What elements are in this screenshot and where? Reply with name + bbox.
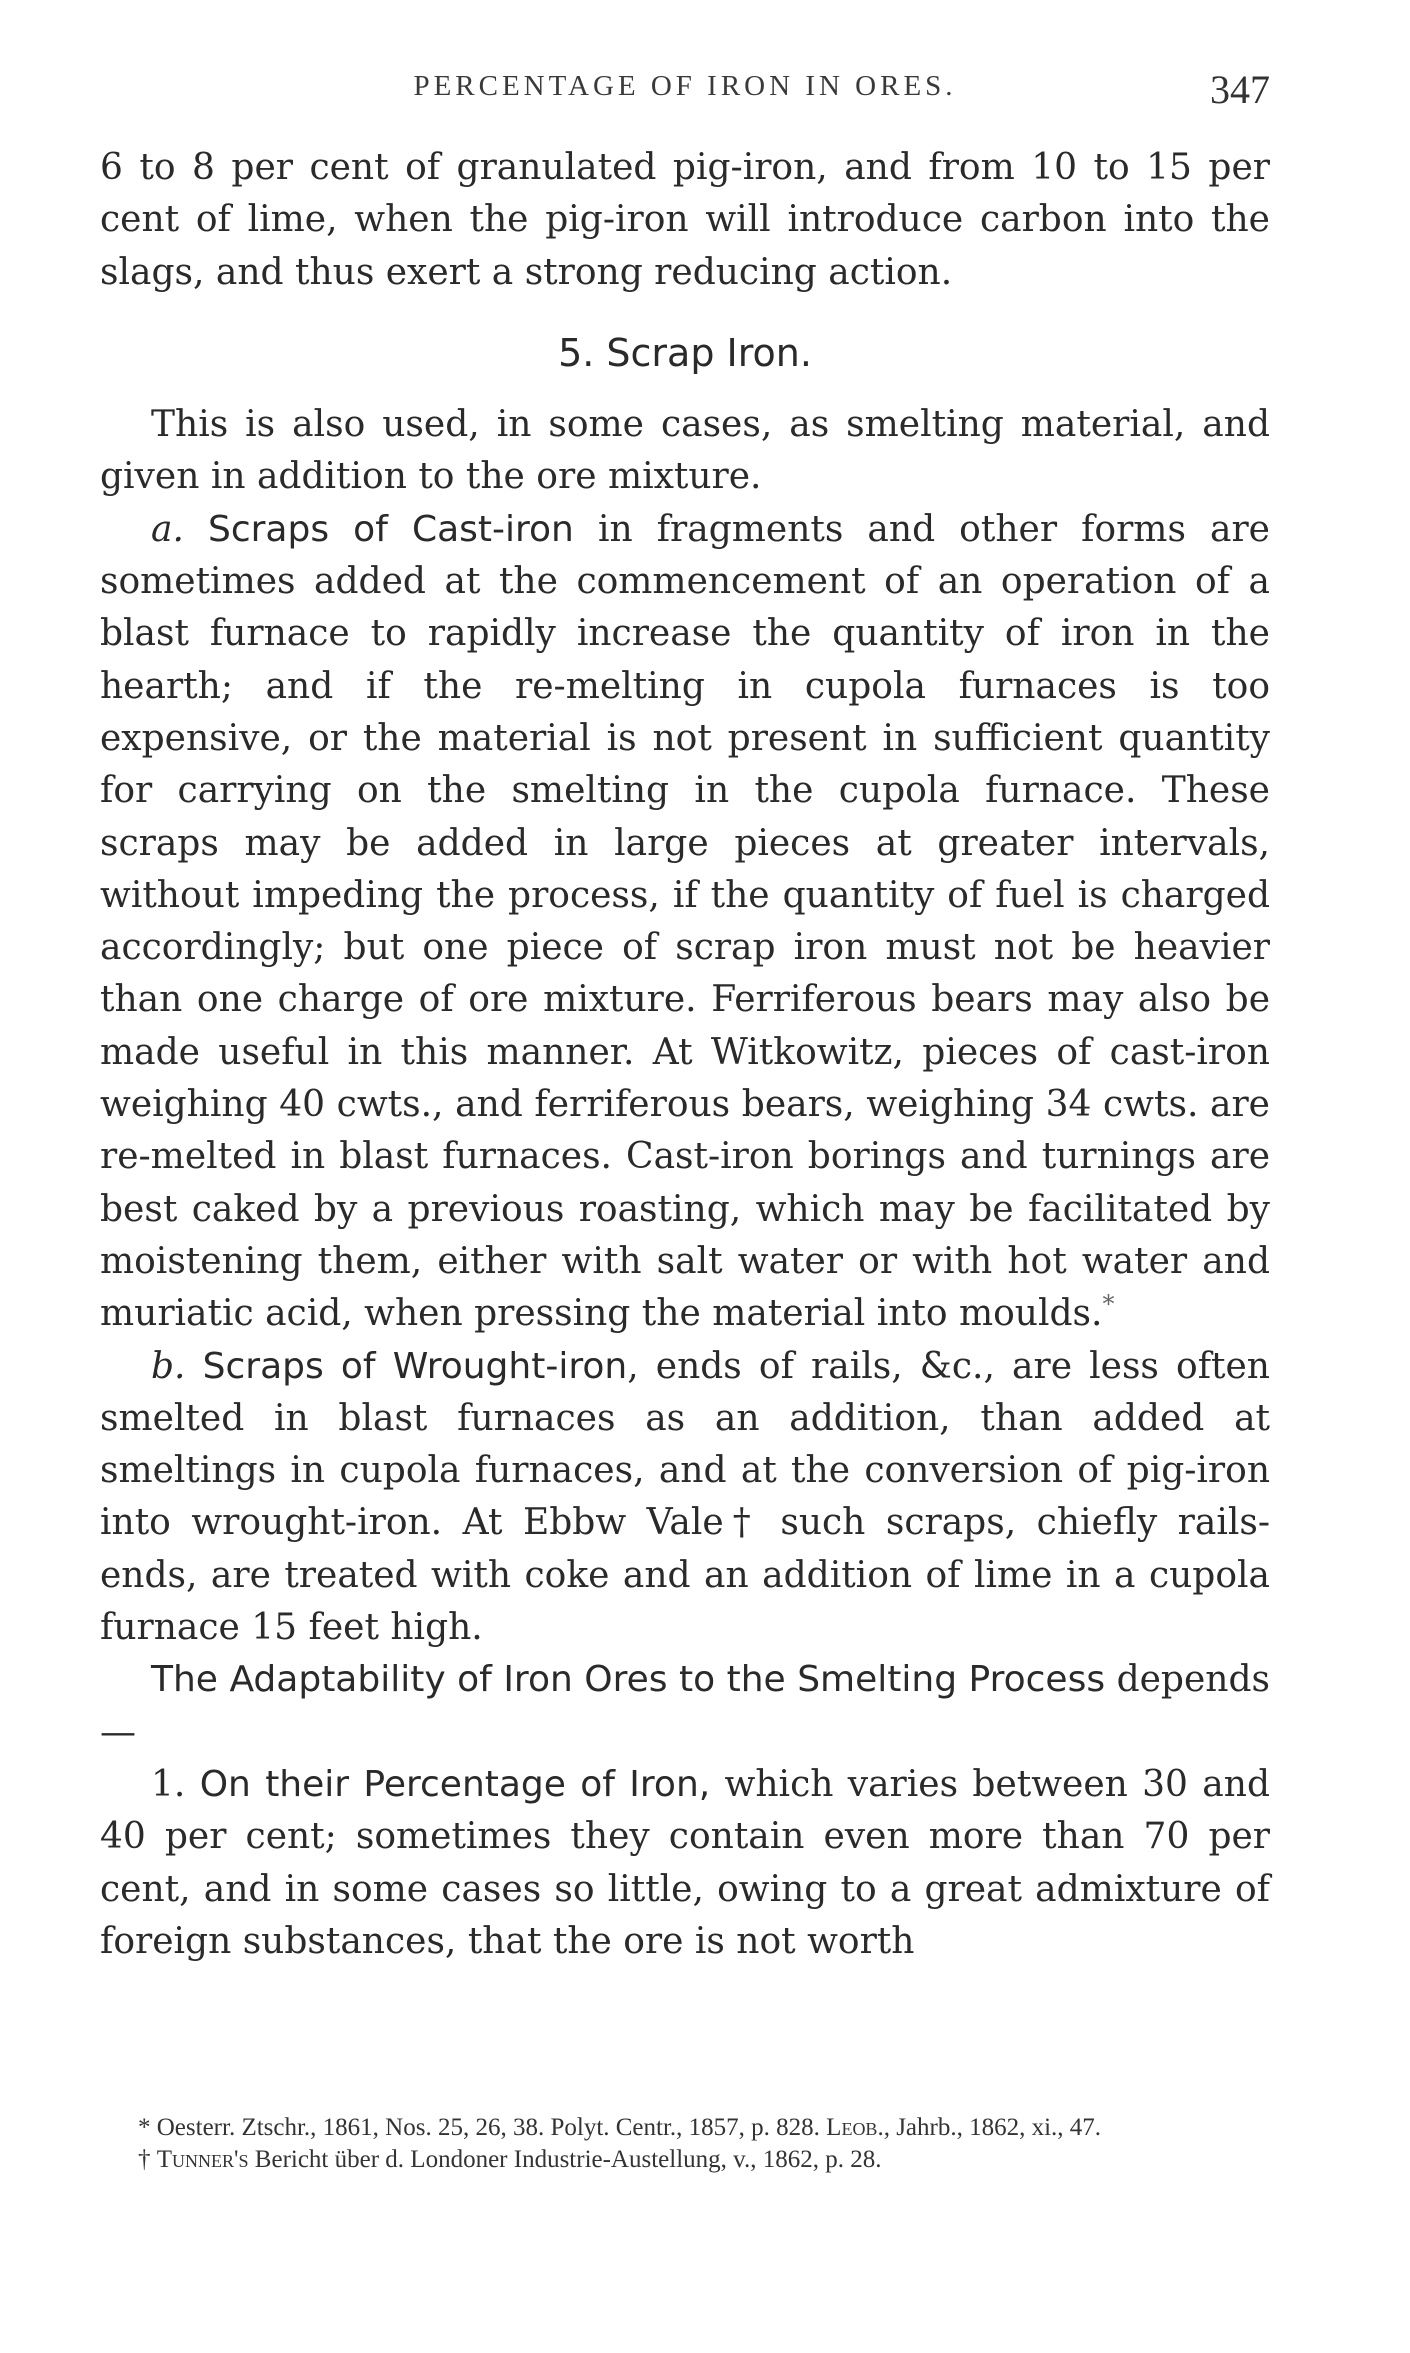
footnote-1 [100, 2112, 1270, 2144]
paragraph-lead: Scraps of Cast-iron [207, 508, 574, 550]
paragraph-lead: Scraps of Wrought-iron [202, 1345, 628, 1387]
paragraph-intro [100, 399, 1270, 504]
footnote-reference: * [1102, 1290, 1115, 1319]
footnotes [100, 2112, 1270, 2176]
paragraph-cast-iron [100, 504, 1270, 1341]
body-text [100, 142, 1270, 1968]
footnote-2 [100, 2144, 1270, 2176]
footnote-author: Leob. [826, 2114, 884, 2141]
item-marker: b. [151, 1345, 186, 1387]
paragraph-text: 6 to 8 per cent of granulated pig-iron, and from 10 to 15 per cent of lime, when the pig-iron will introduce carbon into the slags, and thus exert a strong reducing action. [100, 147, 1270, 293]
paragraph-text: , ends of rails, &c., are less often smelted in blast furnaces as an addition, than added at smeltings in cupola furnaces, and at the conversion of pig-iron into wrought-iron. At Ebbw Vale [100, 1345, 1270, 1544]
paragraph-lead: The Adaptability of Iron Ores to the Smelting Process [151, 1659, 1106, 1701]
paragraph-lead: On their Percentage of Iron, [199, 1763, 711, 1805]
paragraph-text: in fragments and other forms are sometimes added at the commencement of an operation of a blast furnace to rapidly increase the quantity of iron in the hearth; and if the re-melting in cupola furnaces is too expensive, or the material is not present in sufficient quantity for carrying on the smelting in the cupola furnace. These scraps may be added in large pieces at greater intervals, without impeding the process, if the quantity of fuel is charged accordingly; but one piece of scrap iron must not be heavier than one charge of ore mixture. Ferriferous bears may also be made useful in this manner. At Witkowitz, pieces of cast-iron weighing 40 cwts., and ferriferous bears, weighing 34 cwts. are re-melted in blast furnaces. Cast-iron borings and turnings are best caked by a previous roasting, which may be facilitated by moistening them, either with salt water or with hot water and muriatic acid, when pressing the material into moulds. [100, 508, 1270, 1335]
footnote-text: Bericht über d. Londoner Industrie-Austellung, v., 1862, p. 28. [248, 2146, 882, 2173]
paragraph-text: which varies between 30 and 40 per cent; sometimes they contain even more than 70 per cent, and in some cases so little, owing to a great admixture of foreign substances, that the ore is not worth [100, 1763, 1270, 1962]
paragraph-text: depends— [100, 1659, 1270, 1753]
item-marker: 1. [151, 1763, 186, 1805]
footnote-reference: † [723, 1502, 760, 1544]
paragraph-percentage [100, 1759, 1270, 1968]
paragraph-text: This is also used, in some cases, as smelting material, and given in addition to the ore mixture. [100, 404, 1270, 498]
paragraph-wrought-iron [100, 1341, 1270, 1655]
paragraph-continuation [100, 142, 1270, 299]
footnote-text: , Jahrb., 1862, xi., 47. [883, 2114, 1102, 2141]
footnote-mark: † [138, 2146, 151, 2173]
footnote-text: Oesterr. Ztschr., 1861, Nos. 25, 26, 38. Polyt. Centr., 1857, p. 828. [156, 2114, 820, 2141]
footnote-author: Tunner's [156, 2146, 249, 2173]
paragraph-text: such scraps, chiefly rails-ends, are treated with coke and an addition of lime in a cupola furnace 15 feet high. [100, 1502, 1271, 1649]
page-number: 347 [1210, 67, 1270, 112]
footnote-mark: * [138, 2114, 151, 2141]
running-head: PERCENTAGE OF IRON IN ORES. [413, 70, 957, 102]
page-header [100, 62, 1270, 122]
paragraph-adaptability [100, 1654, 1270, 1759]
section-title: 5. Scrap Iron. [558, 330, 812, 375]
item-marker: a. [151, 508, 184, 550]
